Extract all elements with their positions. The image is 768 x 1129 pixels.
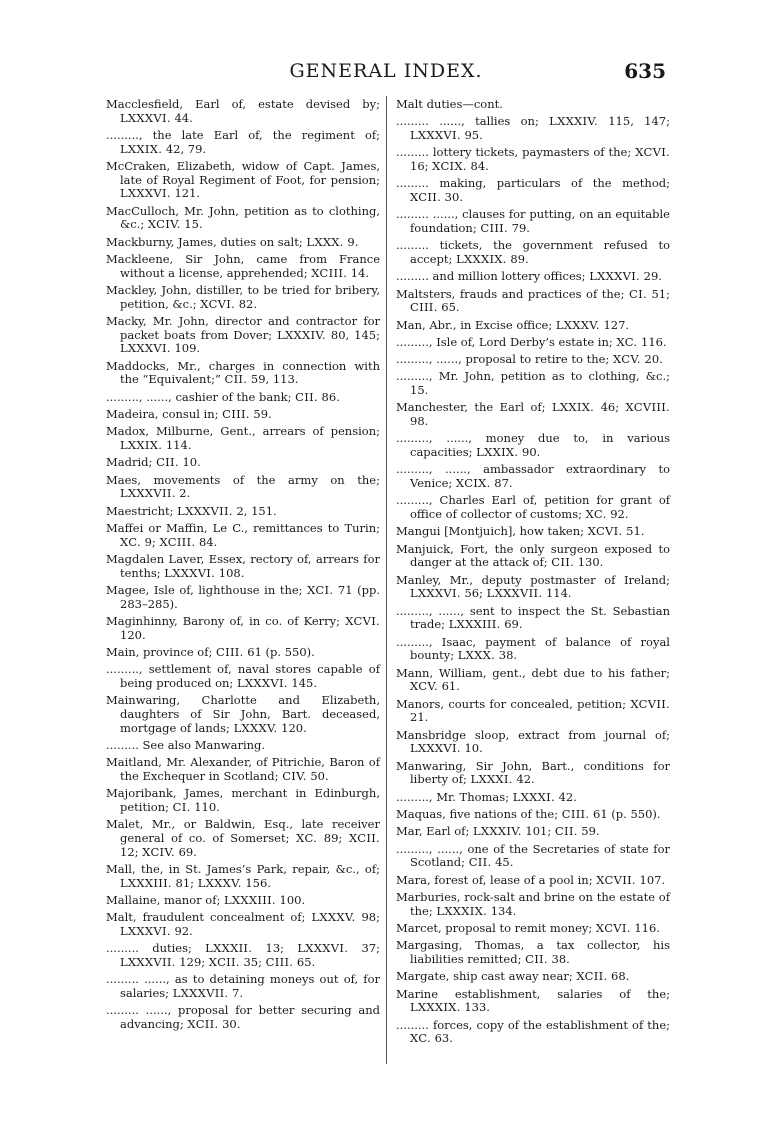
index-entry: Manwaring, Sir John, Bart., conditions for liberty of; LXXXI. 42. <box>396 758 670 787</box>
index-entry: Mainwaring, Charlotte and Elizabeth, daughters of Sir John, Bart. deceased, mortgage of lands; LXXXV. 120. <box>106 693 380 735</box>
index-entry: ........., Mr. Thomas; LXXXI. 42. <box>396 789 577 804</box>
page-header <box>106 60 666 90</box>
index-entry: Mackleene, Sir John, came from France without a license, apprehended; XCIII. 14. <box>106 252 380 280</box>
index-entry: Main, province of; CIII. 61 (p. 550). <box>106 644 315 659</box>
index-entry: Mann, William, gent., debt due to his father; XCV. 61. <box>396 665 670 694</box>
index-entry: Maffei or Maffin, Le C., remittances to Turin; XC. 9; XCIII. 84. <box>106 520 380 549</box>
index-entry: Maestricht; LXXXVII. 2, 151. <box>106 503 277 518</box>
index-entry: ........., the late Earl of, the regiment of; LXXIX. 42, 79. <box>106 128 380 156</box>
index-entry: ......... ......, clauses for putting, on an equitable foundation; CIII. 79. <box>396 207 670 235</box>
index-entry: Macky, Mr. John, director and contractor for packet boats from Dover; LXXXIV. 80, 145; LXXXVI. 109. <box>106 314 380 356</box>
index-entry: Magee, Isle of, lighthouse in the; XCI. 71 (pp. 283–285). <box>106 582 381 611</box>
index-entry: Marine establishment, salaries of the; LXXXIX. 133. <box>396 986 670 1015</box>
index-entry: Majoribank, James, merchant in Edinburgh, petition; CI. 110. <box>106 786 380 814</box>
index-entry: Mackley, John, distiller, to be tried for bribery, petition, &c.; XCVI. 82. <box>106 283 380 311</box>
index-entry: ........., Charles Earl of, petition for grant of office of collector of customs; XC. 92. <box>396 493 670 522</box>
index-entry: Mackburny, James, duties on salt; LXXX. 9. <box>106 234 359 249</box>
index-entry: Maddocks, Mr., charges in connection with the “Equivalent;” CII. 59, 113. <box>106 358 380 387</box>
index-entry: ........., ......, one of the Secretaries of state for Scotland; CII. 45. <box>396 841 670 870</box>
index-entry: Marcet, proposal to remit money; XCVI. 116. <box>396 920 660 935</box>
index-entry: Magdalen Laver, Essex, rectory of, arrears for tenths; LXXXVI. 108. <box>106 551 380 580</box>
index-entry: Manors, courts for concealed, petition; XCVII. 21. <box>396 696 670 725</box>
index-entry: Manjuick, Fort, the only surgeon exposed to danger at the attack of; CII. 130. <box>396 541 670 570</box>
index-entry: Maquas, five nations of the; CIII. 61 (p. 550). <box>396 807 661 822</box>
index-entry: Malt duties—cont. <box>396 97 503 111</box>
running-title: GENERAL INDEX. <box>289 60 483 82</box>
index-entry: Macclesfield, Earl of, estate devised by; LXXXVI. 44. <box>106 97 380 125</box>
index-entry: Maitland, Mr. Alexander, of Pitrichie, Baron of the Exchequer in Scotland; CIV. 50. <box>106 755 380 783</box>
column-divider <box>386 96 387 1064</box>
index-entry: ........., Isaac, payment of balance of royal bounty; LXXX. 38. <box>396 634 670 663</box>
index-entry: Manley, Mr., deputy postmaster of Ireland; LXXXVI. 56; LXXXVII. 114. <box>396 572 670 601</box>
index-entry: Mallaine, manor of; LXXXIII. 100. <box>106 892 306 907</box>
index-entry: Mar, Earl of; LXXXIV. 101; CII. 59. <box>396 824 600 839</box>
index-entry: Madeira, consul in; CIII. 59. <box>106 407 272 421</box>
index-entry: Malt, fraudulent concealment of; LXXXV. 98; LXXXVI. 92. <box>106 910 380 938</box>
index-entry: Malet, Mr., or Baldwin, Esq., late receiver general of co. of Somerset; XC. 89; XCII. 12; XCIV. 69. <box>106 817 380 859</box>
index-entry: ........., ......, money due to, in various capacities; LXXIX. 90. <box>396 431 670 460</box>
index-entry: Maes, movements of the army on the; LXXXVII. 2. <box>106 472 380 501</box>
index-entry: ........., ......, proposal to retire to the; XCV. 20. <box>396 352 663 367</box>
index-column-right <box>396 98 670 1050</box>
index-entry: ........., Mr. John, petition as to clothing, &c.; 15. <box>396 369 670 398</box>
index-entry: Mansbridge sloop, extract from journal of; LXXXVI. 10. <box>396 727 670 756</box>
index-entry: Margasing, Thomas, a tax collector, his liabilities remitted; CII. 38. <box>396 938 670 966</box>
index-entry: ......... making, particulars of the method; XCII. 30. <box>396 176 670 204</box>
index-entry: ......... See also Manwaring. <box>106 737 266 752</box>
index-entry: Man, Abr., in Excise office; LXXXV. 127. <box>396 317 630 332</box>
index-entry: McCraken, Elizabeth, widow of Capt. James, late of Royal Regiment of Foot, for pension; LXXXVI. 121. <box>106 159 380 201</box>
index-column-left <box>106 98 380 1035</box>
index-entry: ......... and million lottery offices; LXXXVI. 29. <box>396 269 662 284</box>
index-entry: ......... forces, copy of the establishment of the; XC. 63. <box>396 1017 670 1046</box>
index-entry: ......... duties; LXXXII. 13; LXXXVI. 37; LXXXVII. 129; XCII. 35; CIII. 65. <box>106 941 380 969</box>
index-entry: ......... ......, tallies on; LXXXIV. 115, 147; LXXXVI. 95. <box>396 114 670 142</box>
index-entry: Margate, ship cast away near; XCII. 68. <box>396 969 630 984</box>
index-entry: Mall, the, in St. James’s Park, repair, &c., of; LXXXIII. 81; LXXXV. 156. <box>106 861 380 890</box>
index-entry: ........., settlement of, naval stores capable of being produced on; LXXXVI. 145. <box>106 662 380 690</box>
index-entry: ......... lottery tickets, paymasters of the; XCVI. 16; XCIX. 84. <box>396 145 670 173</box>
index-entry: Manchester, the Earl of; LXXIX. 46; XCVIII. 98. <box>396 400 670 429</box>
index-entry: Mara, forest of, lease of a pool in; XCVII. 107. <box>396 872 666 887</box>
index-entry: Madrid; CII. 10. <box>106 455 201 470</box>
index-entry: Maltsters, frauds and practices of the; CI. 51; CIII. 65. <box>396 286 670 315</box>
page-number: 635 <box>624 59 666 83</box>
index-entry: Maginhinny, Barony of, in co. of Kerry; XCVI. 120. <box>106 613 380 642</box>
index-entry: ......... ......, proposal for better securing and advancing; XCII. 30. <box>106 1003 380 1031</box>
index-entry: Mangui [Montjuich], how taken; XCVI. 51. <box>396 524 645 539</box>
index-entry: ......... ......, as to detaining moneys out of, for salaries; LXXXVII. 7. <box>106 972 380 1000</box>
index-entry: ........., ......, sent to inspect the St. Sebastian trade; LXXXIII. 69. <box>396 603 670 632</box>
index-entry: ........., ......, cashier of the bank; CII. 86. <box>106 389 340 404</box>
index-entry: Madox, Milburne, Gent., arrears of pension; LXXIX. 114. <box>106 424 380 452</box>
index-entry: Marburies, rock-salt and brine on the estate of the; LXXXIX. 134. <box>396 889 670 918</box>
index-entry: ......... tickets, the government refused to accept; LXXXIX. 89. <box>396 238 670 266</box>
index-entry: ........., Isle of, Lord Derby’s estate in; XC. 116. <box>396 334 667 349</box>
index-entry: MacCulloch, Mr. John, petition as to clothing, &c.; XCIV. 15. <box>106 203 380 232</box>
index-entry: ........., ......, ambassador extraordinary to Venice; XCIX. 87. <box>396 462 670 491</box>
